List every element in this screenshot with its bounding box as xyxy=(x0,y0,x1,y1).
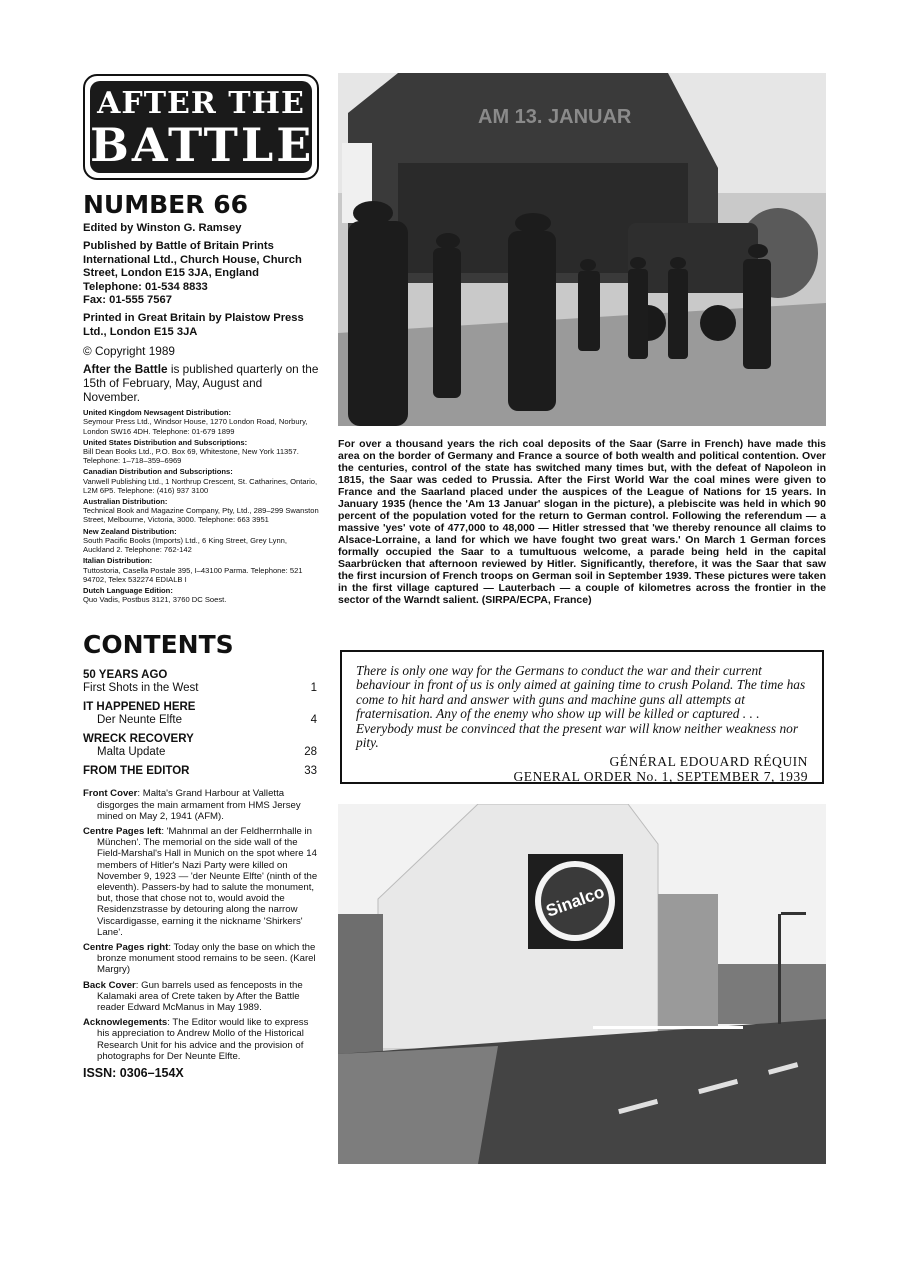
historic-photo-graphic xyxy=(338,73,826,426)
note-centre-right xyxy=(83,942,319,976)
copyright-notice: © Copyright 1989 xyxy=(83,344,175,359)
comparison-photo-graphic xyxy=(338,804,826,1164)
toc-article-title: Malta Update xyxy=(97,746,166,759)
toc-page-number: 33 xyxy=(304,765,317,778)
distribution-text: Technical Book and Magazine Company, Pty, Ltd., 289–299 Swanston Street, Melbourne, Victoria, 3000. Telephone: 663 3951 xyxy=(83,506,319,525)
distribution-heading: Dutch Language Edition: xyxy=(83,585,173,595)
toc-page-number: 28 xyxy=(304,746,317,759)
distribution-text: Tuttostoria, Casella Postale 395, I–43100 Parma. Telephone: 521 94702, Telex 532274 EDIALB I xyxy=(83,565,303,584)
left-column xyxy=(83,190,319,1080)
note-back-cover xyxy=(83,980,319,1014)
building-slogan: AM 13. JANUAR xyxy=(478,106,632,128)
distribution-text: Seymour Press Ltd., Windsor House, 1270 London Road, Norbury, London SW16 4DH. Telephone: 01-679 1899 xyxy=(83,417,308,436)
toc-entry[interactable] xyxy=(83,733,319,759)
distribution-text: Bill Dean Books Ltd., P.O. Box 69, Whitestone, New York 11357. Telephone: 1–718–359–6969 xyxy=(83,447,299,466)
table-of-contents xyxy=(83,669,319,778)
toc-section-title: IT HAPPENED HERE xyxy=(83,701,196,714)
magazine-name: After the Battle xyxy=(83,362,168,377)
quote-author: GÉNÉRAL EDOUARD RÉQUIN xyxy=(609,754,808,770)
toc-page-number: 1 xyxy=(310,682,317,695)
distribution-text: South Pacific Books (Imports) Ltd., 6 King Street, Grey Lynn, Auckland 2. Telephone: 762-142 xyxy=(83,535,287,555)
note-front-cover xyxy=(83,788,319,822)
printer-info: Printed in Great Britain by Plaistow Press Ltd., London E15 3JA xyxy=(83,312,304,338)
distribution-heading: United States Distribution and Subscriptions: xyxy=(83,437,248,447)
toc-page-number: 4 xyxy=(310,714,317,727)
comparison-photo xyxy=(338,804,826,1164)
quote-text: There is only one way for the Germans to conduct the war and their current behaviour in front of us is only aimed at gaining time to crush Poland. The time has come to hit hard and answer with guns and machine guns all attempts at fraternisation. Any of the enemy who show up will be killed or captured . . . Everybody must be convinced that the present war will know neither weakness nor pity. xyxy=(356,663,806,751)
publisher-fax: Fax: 01-555 7567 xyxy=(83,294,172,307)
distribution-text: Vanwell Publishing Ltd., 1 Northrup Crescent, St. Catharines, Ontario, L2M 6P5. Telephone: (416) 937 3100 xyxy=(83,476,318,495)
logo-line-1: AFTER THE xyxy=(97,86,305,121)
note-label: Back Cover xyxy=(83,979,136,991)
distribution-entry xyxy=(83,438,319,466)
issn: ISSN: 0306–154X xyxy=(83,1065,184,1080)
toc-entry[interactable] xyxy=(83,701,319,727)
distribution-list xyxy=(83,408,319,604)
distribution-entry xyxy=(83,586,319,604)
toc-entry[interactable] xyxy=(83,669,319,695)
note-acknowledgements xyxy=(83,1017,319,1062)
frequency-text: is published quarterly on the 15th of February, May, August and November. xyxy=(83,362,319,405)
toc-entry[interactable] xyxy=(83,765,319,778)
toc-article-title: First Shots in the West xyxy=(83,682,199,695)
distribution-heading: New Zealand Distribution: xyxy=(83,526,177,536)
distribution-heading: United Kingdom Newsagent Distribution: xyxy=(83,408,232,418)
publisher-telephone: Telephone: 01-534 8833 xyxy=(83,280,208,293)
note-centre-left xyxy=(83,826,319,938)
note-label: Acknowlegements xyxy=(83,1017,168,1029)
note-text: : 'Mahnmal an der Feldherrnhalle in München'. The memorial on the side wall of the Field-Marshal's Hall in Munich on the spot where 14 members of Hitler's Nazi Party were killed on November 9, 1923 — 'der Neunte Elfte' (ninth of the eleventh). Passers-by had to salute the monument, but, those that chose not to, would avoid the Residenzstrasse by detouring along the narrow Viscardigasse, earning it the nickname 'Shirkers' Lane'. xyxy=(97,825,318,938)
logo-panel xyxy=(90,81,315,173)
note-label: Centre Pages left xyxy=(83,825,162,837)
photo-caption: For over a thousand years the rich coal deposits of the Saar (Sarre in French) have made this area on the border of Germany and France a source of both wealth and political contention. Over the centuries, control of the state has switched many times but, with the defeat of Napoleon in 1815, the Saar was ceded to Prussia. After the First World War the coal mines were given to France and the Saarland placed under the auspices of the League of Nations for 15 years. In January 1935 (hence the 'Am 13 Januar' slogan in the picture), a plebiscite was held in which 90 percent of the population voted for the return to German control. Following the referendum — a massive 'yes' vote of 477,000 to 48,000 — Hitler stressed that 'we thereby renounce all claims to Alsace-Lorraine, a land for which we have fought two great wars.' On March 1 German forces formally occupied the Saar to a tumultuous welcome, a parade being held in the capital Saarbrücken that afternoon reviewed by Hitler. Significantly, therefore, it was the Saar that saw the first incursion of French troops on German soil in September 1939. These pictures were taken in the first village captured — Lauterbach — a couple of kilometres across the frontier in the sector of the Warndt salient. (SIRPA/ECPA, France) xyxy=(338,438,826,606)
distribution-entry xyxy=(83,497,319,525)
publication-frequency xyxy=(83,362,319,404)
quote-source: GENERAL ORDER No. 1, SEPTEMBER 7, 1939 xyxy=(513,769,808,785)
logo-line-2: BATTLE xyxy=(90,118,315,172)
toc-article-title: Der Neunte Elfte xyxy=(97,714,183,727)
distribution-entry xyxy=(83,467,319,495)
cover-notes xyxy=(83,788,319,1062)
note-label: Centre Pages right xyxy=(83,941,169,953)
issue-number: NUMBER 66 xyxy=(83,190,248,219)
note-text: : Malta's Grand Harbour at Valletta disgorges the main armament from HMS Jersey mined on May 2, 1941 (AFM). xyxy=(97,788,301,822)
toc-section-title: FROM THE EDITOR xyxy=(83,765,190,778)
note-text: : Gun barrels used as fenceposts in the Kalamaki area of Crete taken by After the Battle reader Edward McManus in May 1989. xyxy=(97,979,303,1013)
distribution-entry xyxy=(83,556,319,584)
note-text: : The Editor would like to express his appreciation to Andrew Mollo of the Historical Research Unit for his advice and the provision of photographs for Der Neunte Elfte. xyxy=(97,1017,309,1062)
distribution-entry xyxy=(83,527,319,555)
advert-sign-text: Sinalco xyxy=(543,882,607,921)
historic-photo xyxy=(338,73,826,426)
distribution-heading: Australian Distribution: xyxy=(83,497,168,507)
distribution-heading: Canadian Distribution and Subscriptions: xyxy=(83,467,233,477)
contents-heading: CONTENTS xyxy=(83,630,234,660)
editor-credit: Edited by Winston G. Ramsey xyxy=(83,222,242,234)
quote-box xyxy=(340,650,824,784)
distribution-entry xyxy=(83,408,319,436)
toc-section-title: 50 YEARS AGO xyxy=(83,669,168,682)
toc-section-title: WRECK RECOVERY xyxy=(83,733,194,746)
note-text: : Today only the base on which the bronze monument stood remains to be seen. (Karel Margry) xyxy=(97,941,316,976)
note-label: Front Cover xyxy=(83,788,138,800)
magazine-logo xyxy=(83,74,319,180)
distribution-heading: Italian Distribution: xyxy=(83,556,153,566)
distribution-text: Quo Vadis, Postbus 3121, 3760 DC Soest. xyxy=(83,595,227,605)
publisher-info: Published by Battle of Britain Prints International Ltd., Church House, Church Street, London E15 3JA, England xyxy=(83,240,302,280)
